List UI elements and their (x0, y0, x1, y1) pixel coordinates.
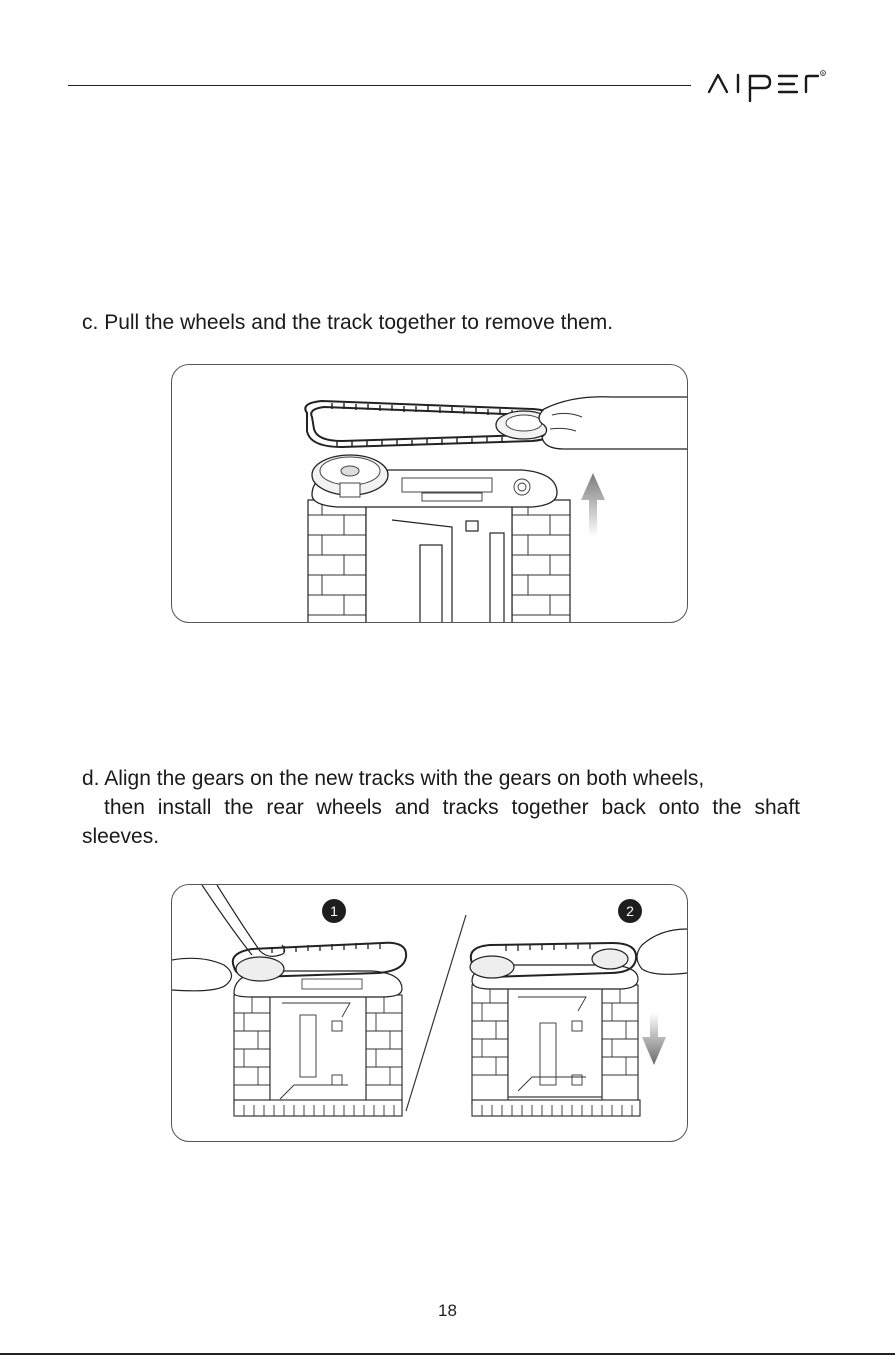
step-c-label: c. (82, 311, 99, 334)
arrow-down-icon (642, 1013, 666, 1065)
aiper-logo (706, 68, 828, 102)
header-rule (68, 85, 691, 86)
figure-install-wheels (171, 884, 688, 1142)
svg-text:R: R (821, 71, 825, 76)
step-d-rest: then install the rear wheels and tracks together back onto the shaft sleeves. (82, 796, 800, 848)
step-d-text (82, 764, 800, 851)
arrow-up-icon (581, 473, 605, 537)
step-c-text (82, 308, 802, 337)
step-d-line1: Align the gears on the new tracks with the gears on both wheels, (104, 767, 705, 790)
illustration-remove-wheels (172, 365, 687, 622)
step-c-body: Pull the wheels and the track together to remove them. (104, 311, 614, 334)
step-badge-1: 1 (322, 899, 346, 923)
logo-mark (706, 68, 828, 102)
step-badge-2: 2 (618, 899, 642, 923)
illustration-install-wheels (172, 885, 687, 1141)
step-d-label: d. (82, 767, 100, 790)
page-number: 18 (438, 1301, 457, 1320)
figure-remove-wheels (171, 364, 688, 623)
